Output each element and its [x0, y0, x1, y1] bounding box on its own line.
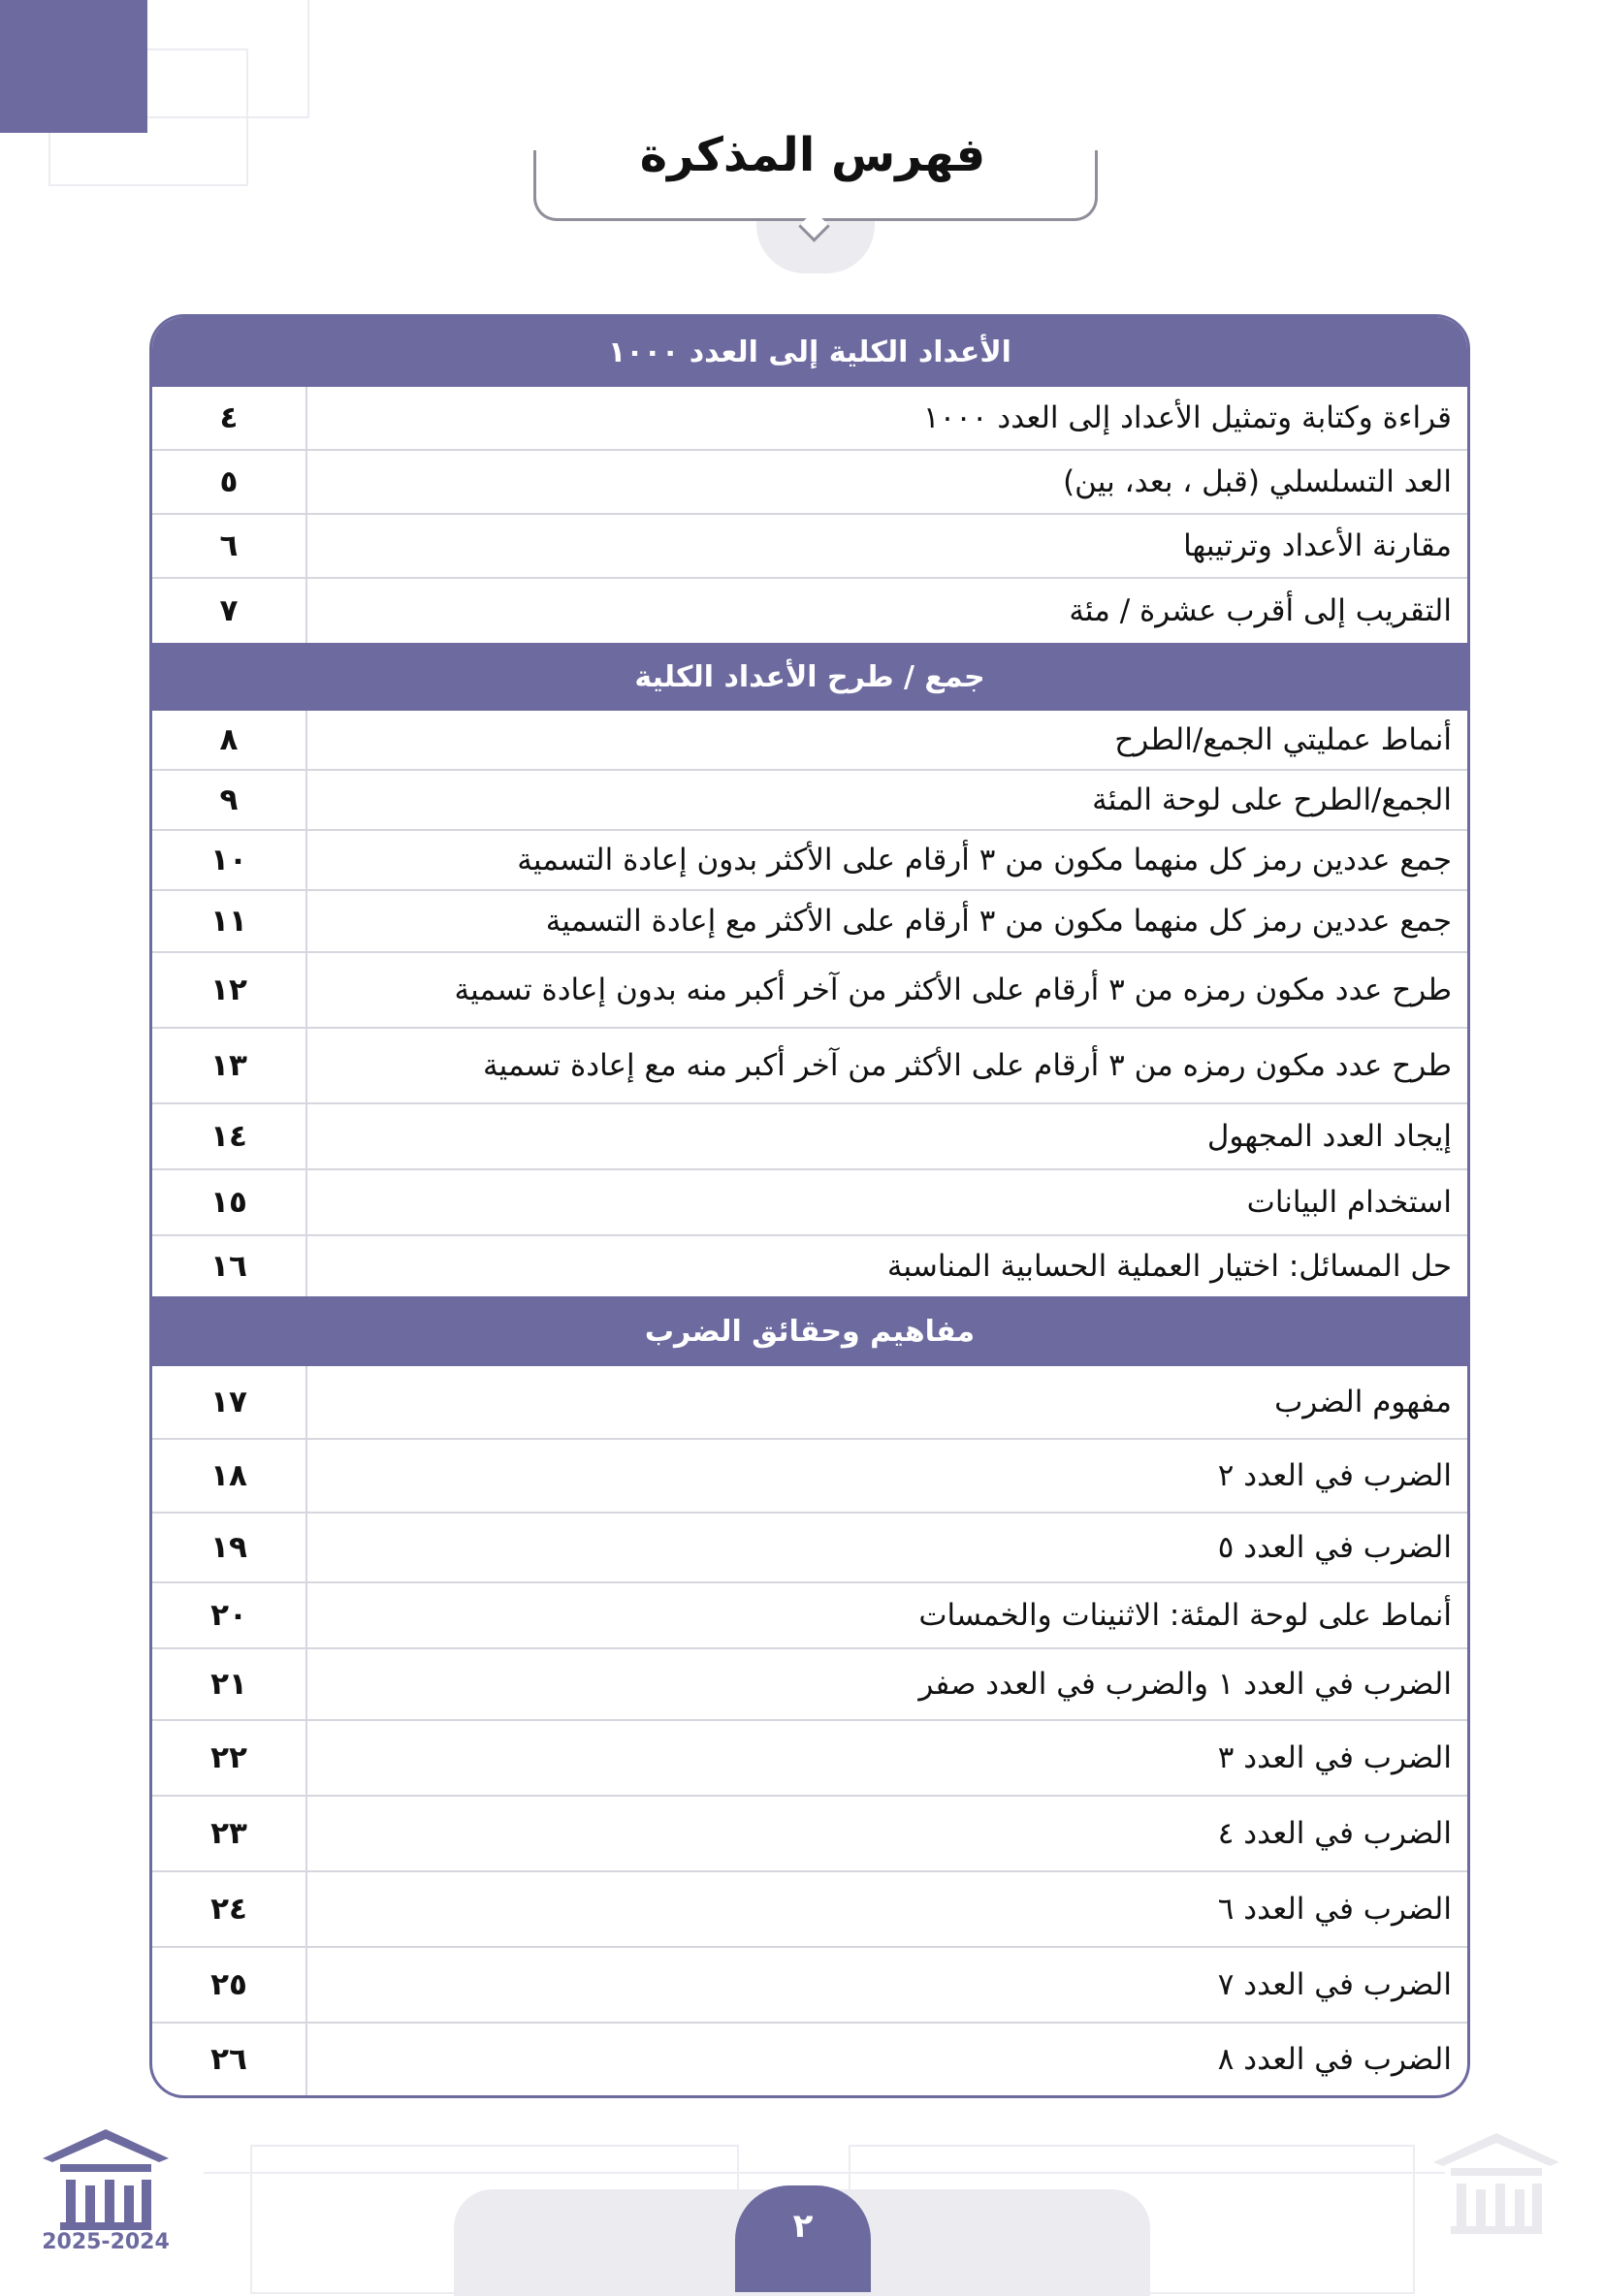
toc-row-title: الضرب في العدد ٢	[1217, 1458, 1452, 1493]
toc-row-page: ١٣	[152, 1029, 307, 1102]
toc-row-title: أنماط على لوحة المئة: الاثنينات والخمسات	[918, 1598, 1452, 1633]
toc-row[interactable]	[152, 1102, 1467, 1168]
toc-row[interactable]	[152, 1795, 1467, 1870]
toc-row[interactable]	[152, 1438, 1467, 1512]
toc-row-title: جمع عددين رمز كل منهما مكون من ٣ أرقام على الأكثر بدون إعادة التسمية	[517, 843, 1452, 877]
toc-row-title: طرح عدد مكون رمزه من ٣ أرقام على الأكثر من آخر أكبر منه مع إعادة تسمية	[483, 1048, 1452, 1083]
toc-row[interactable]	[152, 1512, 1467, 1581]
toc-row-page: ٢٣	[152, 1797, 307, 1870]
toc-row-page: ١٥	[152, 1170, 307, 1234]
toc-row[interactable]	[152, 513, 1467, 577]
brand-watermark-icon	[1424, 2129, 1569, 2255]
section-rows	[152, 711, 1467, 1296]
table-of-contents	[149, 314, 1470, 2098]
toc-row-title: مقارنة الأعداد وترتيبها	[1183, 528, 1452, 563]
toc-row-title: الضرب في العدد ٧	[1217, 1967, 1452, 2002]
toc-row-title: أنماط عمليتي الجمع/الطرح	[1114, 722, 1452, 757]
section-rows	[152, 387, 1467, 643]
toc-row-page: ١٠	[152, 831, 307, 889]
toc-row-page: ١١	[152, 891, 307, 951]
toc-row[interactable]	[152, 1647, 1467, 1719]
toc-row-page: ٢٥	[152, 1948, 307, 2022]
toc-row-page: ٢٠	[152, 1583, 307, 1647]
toc-row-title: إيجاد العدد المجهول	[1206, 1119, 1452, 1154]
toc-row-title: حل المسائل: اختيار العملية الحسابية المناسبة	[886, 1249, 1452, 1284]
toc-row[interactable]	[152, 1946, 1467, 2022]
section-heading: جمع / طرح الأعداد الكلية	[152, 643, 1467, 711]
toc-row[interactable]	[152, 1366, 1467, 1438]
toc-row[interactable]	[152, 1168, 1467, 1234]
toc-row-page: ١٨	[152, 1440, 307, 1512]
toc-row-page: ٤	[152, 387, 307, 449]
toc-row-page: ٦	[152, 515, 307, 577]
toc-row-page: ١٤	[152, 1104, 307, 1168]
toc-row[interactable]	[152, 387, 1467, 449]
brand-year: 2025-2024	[42, 2230, 170, 2254]
toc-row[interactable]	[152, 1719, 1467, 1795]
toc-row-title: التقريب إلى أقرب عشرة / مئة	[1069, 593, 1452, 628]
toc-row-page: ٨	[152, 711, 307, 769]
toc-row[interactable]	[152, 829, 1467, 889]
page-title: فهرس المذكرة	[639, 128, 986, 182]
toc-row-title: الضرب في العدد ٨	[1217, 2042, 1452, 2077]
toc-row-title: طرح عدد مكون رمزه من ٣ أرقام على الأكثر من آخر أكبر منه بدون إعادة تسمية	[454, 973, 1452, 1007]
toc-row-page: ٥	[152, 451, 307, 513]
toc-row-page: ٩	[152, 771, 307, 829]
section-rows	[152, 1366, 1467, 2095]
toc-row-page: ١٧	[152, 1366, 307, 1438]
toc-row-title: قراءة وكتابة وتمثيل الأعداد إلى العدد ١٠٠٠	[922, 400, 1452, 435]
toc-row-title: الجمع/الطرح على لوحة المئة	[1092, 782, 1452, 817]
toc-row-title: الضرب في العدد ٦	[1217, 1892, 1452, 1927]
page-number: ٢	[735, 2185, 871, 2292]
toc-row[interactable]	[152, 711, 1467, 769]
section-heading: الأعداد الكلية إلى العدد ١٠٠٠	[152, 317, 1467, 387]
toc-row-page: ١٩	[152, 1514, 307, 1581]
corner-accent-block	[0, 0, 147, 133]
toc-row-title: الضرب في العدد ١ والضرب في العدد صفر	[918, 1667, 1452, 1702]
toc-row[interactable]	[152, 577, 1467, 643]
toc-row[interactable]	[152, 1234, 1467, 1296]
toc-row-page: ٢١	[152, 1649, 307, 1719]
toc-row-title: الضرب في العدد ٥	[1217, 1530, 1452, 1565]
toc-row-title: الضرب في العدد ٤	[1217, 1816, 1452, 1851]
footer-divider	[204, 2172, 1445, 2174]
toc-row-page: ٧	[152, 579, 307, 643]
toc-row-page: ١٢	[152, 953, 307, 1027]
toc-row[interactable]	[152, 1581, 1467, 1647]
toc-row-page: ٢٦	[152, 2024, 307, 2095]
toc-row[interactable]	[152, 1870, 1467, 1946]
toc-row[interactable]	[152, 2022, 1467, 2095]
toc-row-title: مفهوم الضرب	[1274, 1385, 1452, 1419]
toc-row-title: استخدام البيانات	[1246, 1185, 1452, 1220]
toc-row-page: ١٦	[152, 1236, 307, 1296]
toc-row-page: ٢٢	[152, 1721, 307, 1795]
toc-row-title: جمع عددين رمز كل منهما مكون من ٣ أرقام على الأكثر مع إعادة التسمية	[545, 904, 1452, 939]
toc-row[interactable]	[152, 889, 1467, 951]
toc-row-page: ٢٤	[152, 1872, 307, 1946]
toc-row[interactable]	[152, 951, 1467, 1027]
toc-row[interactable]	[152, 769, 1467, 829]
section-heading: مفاهيم وحقائق الضرب	[152, 1296, 1467, 1366]
toc-row-title: العد التسلسلي (قبل ، بعد، بين)	[1063, 464, 1452, 499]
toc-row[interactable]	[152, 449, 1467, 513]
toc-row-title: الضرب في العدد ٣	[1217, 1740, 1452, 1775]
toc-row[interactable]	[152, 1027, 1467, 1102]
